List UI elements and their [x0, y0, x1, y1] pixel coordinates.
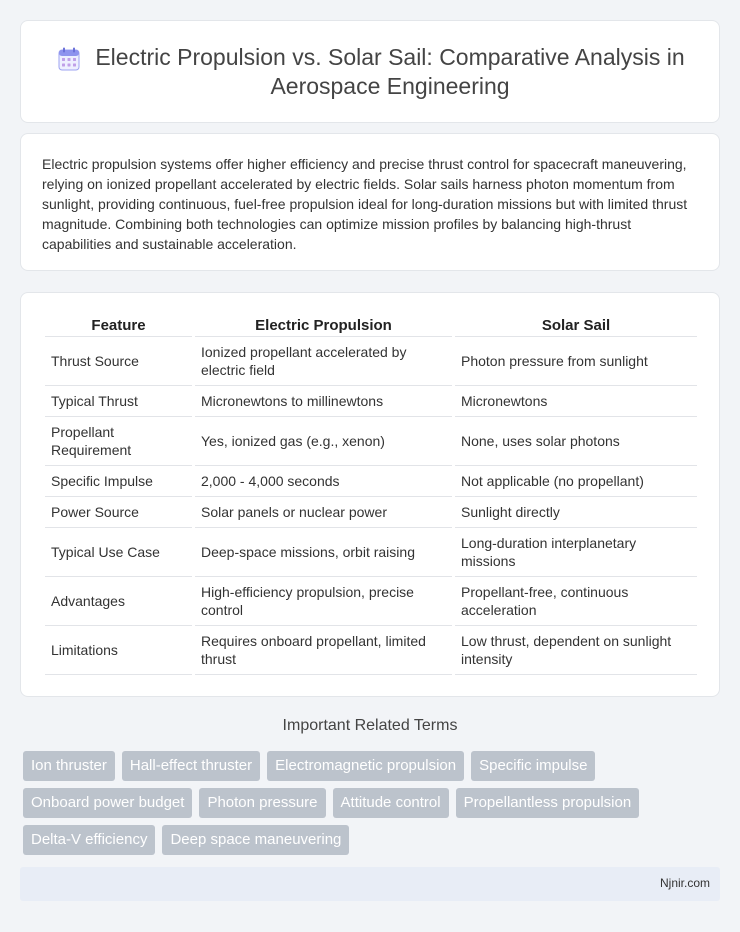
summary-card — [20, 133, 720, 271]
title-card — [20, 20, 720, 123]
tag-deep-space-maneuvering[interactable]: Deep space maneuvering — [162, 825, 349, 855]
solar-sail-cell: Sunlight directly — [455, 497, 697, 528]
table-row — [45, 466, 697, 497]
solar-sail-cell: Long-duration interplanetary missions — [455, 528, 697, 577]
feature-cell: Limitations — [45, 626, 192, 675]
electric-propulsion-cell: 2,000 - 4,000 seconds — [195, 466, 452, 497]
table-row — [45, 417, 697, 466]
comparison-table-card — [20, 292, 720, 697]
electric-propulsion-cell: Micronewtons to millinewtons — [195, 386, 452, 417]
feature-cell: Power Source — [45, 497, 192, 528]
electric-propulsion-cell: Solar panels or nuclear power — [195, 497, 452, 528]
electric-propulsion-cell: High-efficiency propulsion, precise control — [195, 577, 452, 626]
tag-propellantless-propulsion[interactable]: Propellantless propulsion — [456, 788, 640, 818]
table-row — [45, 386, 697, 417]
header-solar-sail: Solar Sail — [455, 311, 697, 337]
tag-hall-effect-thruster[interactable]: Hall-effect thruster — [122, 751, 260, 781]
related-terms-tags — [23, 751, 723, 855]
tag-onboard-power-budget[interactable]: Onboard power budget — [23, 788, 192, 818]
feature-cell: Propellant Requirement — [45, 417, 192, 466]
comparison-table — [42, 311, 700, 675]
summary-text: Electric propulsion systems offer higher efficiency and precise thrust control for spacecraft maneuvering, relying on ionized propellant accelerated by electric fields. Solar sails harness photon momentum from sunlight, providing continuous, fuel-free propulsion ideal for long-duration missions but with limited thrust magnitude. Combining both technologies can optimize mission profiles by balancing high-thrust capabilities and sustainable acceleration. — [42, 156, 688, 252]
footer-brand[interactable]: Njnir.com — [659, 876, 710, 890]
tag-photon-pressure[interactable]: Photon pressure — [199, 788, 325, 818]
tag-ion-thruster[interactable]: Ion thruster — [23, 751, 115, 781]
footer — [20, 867, 720, 901]
feature-cell: Thrust Source — [45, 337, 192, 386]
electric-propulsion-cell: Requires onboard propellant, limited thrust — [195, 626, 452, 675]
table-row — [45, 337, 697, 386]
calendar-icon — [58, 47, 80, 71]
tag-delta-v-efficiency[interactable]: Delta-V efficiency — [23, 825, 155, 855]
tag-specific-impulse[interactable]: Specific impulse — [471, 751, 595, 781]
tag-attitude-control[interactable]: Attitude control — [333, 788, 449, 818]
feature-cell: Advantages — [45, 577, 192, 626]
electric-propulsion-cell: Yes, ionized gas (e.g., xenon) — [195, 417, 452, 466]
electric-propulsion-cell: Deep-space missions, orbit raising — [195, 528, 452, 577]
solar-sail-cell: Photon pressure from sunlight — [455, 337, 697, 386]
table-row — [45, 577, 697, 626]
table-row — [45, 626, 697, 675]
table-row — [45, 497, 697, 528]
feature-cell: Typical Thrust — [45, 386, 192, 417]
solar-sail-cell: Micronewtons — [455, 386, 697, 417]
solar-sail-cell: Propellant-free, continuous acceleration — [455, 577, 697, 626]
solar-sail-cell: Not applicable (no propellant) — [455, 466, 697, 497]
header-electric-propulsion: Electric Propulsion — [195, 311, 452, 337]
tag-electromagnetic-propulsion[interactable]: Electromagnetic propulsion — [267, 751, 464, 781]
solar-sail-cell: None, uses solar photons — [455, 417, 697, 466]
feature-cell: Typical Use Case — [45, 528, 192, 577]
electric-propulsion-cell: Ionized propellant accelerated by electric field — [195, 337, 452, 386]
header-feature: Feature — [45, 311, 192, 337]
table-header-row — [45, 311, 697, 337]
feature-cell: Specific Impulse — [45, 466, 192, 497]
page-title: Electric Propulsion vs. Solar Sail: Comparative Analysis in Aerospace Engineering — [95, 43, 685, 99]
solar-sail-cell: Low thrust, dependent on sunlight intensity — [455, 626, 697, 675]
related-terms-title: Important Related Terms — [282, 717, 458, 734]
table-row — [45, 528, 697, 577]
